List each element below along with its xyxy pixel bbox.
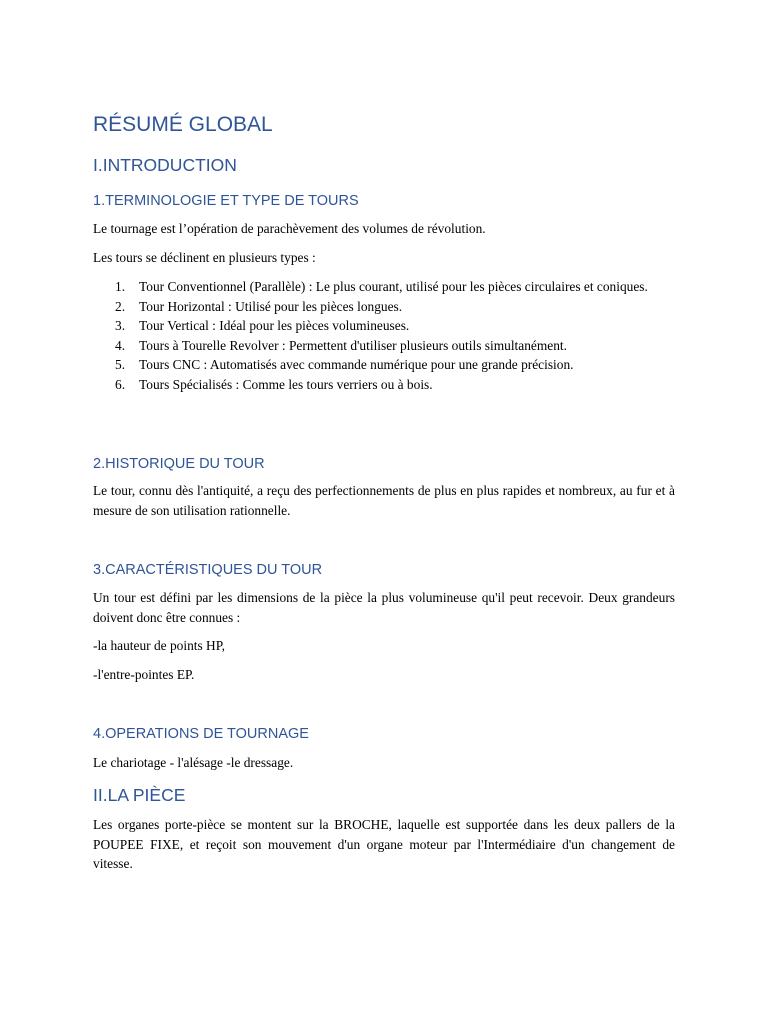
list-types-de-tours [93, 277, 675, 394]
list-item-number: 6. [115, 376, 126, 392]
heading-historique: 2.HISTORIQUE DU TOUR [93, 456, 265, 472]
paragraph-historique: Le tour, connu dès l'antiquité, a reçu des perfectionnements de plus en plus rapides et nombreux, au fur et à mesure de son utilisation rationnelle. [93, 483, 675, 518]
paragraph-caracteristiques: Un tour est défini par les dimensions de la pièce la plus volumineuse qu'il peut recevoir. Deux grandeurs doivent donc être connues : [93, 590, 675, 625]
list-item-number: 5. [115, 357, 126, 372]
list-item-text: Tour Conventionnel (Parallèle) : Le plus courant, utilisé pour les pièces circulaires et coniques. [139, 279, 648, 294]
list-item [93, 316, 675, 336]
list-item-number: 2. [115, 298, 126, 314]
paragraph-hauteur-points: -la hauteur de points HP, [93, 638, 226, 653]
list-item [93, 355, 675, 375]
heading-operations: 4.OPERATIONS DE TOURNAGE [93, 726, 309, 742]
list-item-text: Tour Horizontal : Utilisé pour les pièces longues. [139, 298, 403, 314]
paragraph-entre-pointes: -l'entre-pointes EP. [93, 667, 195, 682]
list-item-number: 3. [115, 318, 126, 333]
paragraph-tournage-definition: Le tournage est l’opération de parachèvement des volumes de révolution. [93, 221, 486, 236]
list-item [93, 277, 675, 297]
list-item-text: Tour Vertical : Idéal pour les pièces volumineuses. [139, 318, 410, 333]
list-item [93, 375, 675, 395]
heading-caracteristiques: 3.CARACTÉRISTIQUES DU TOUR [93, 562, 323, 578]
heading-introduction: I.INTRODUCTION [93, 155, 237, 175]
list-item-text: Tours Spécialisés : Comme les tours verriers ou à bois. [139, 376, 433, 392]
list-item [93, 336, 675, 356]
list-item-text: Tours CNC : Automatisés avec commande numérique pour une grande précision. [139, 357, 574, 372]
paragraph-types-intro: Les tours se déclinent en plusieurs types : [93, 250, 316, 265]
heading-la-piece: II.LA PIÈCE [93, 785, 186, 805]
paragraph-la-piece: Les organes porte-pièce se montent sur la BROCHE, laquelle est supportée dans les deux pallers de la POUPEE FIXE, et reçoit son mouvement d'un organe moteur par l'Intermédiaire d'un changement de vitesse. [93, 817, 675, 871]
list-item-number: 4. [115, 337, 126, 353]
document-title: RÉSUMÉ GLOBAL [93, 113, 273, 136]
paragraph-operations: Le chariotage - l'alésage -le dressage. [93, 755, 294, 770]
list-item-number: 1. [115, 279, 126, 294]
heading-terminologie: 1.TERMINOLOGIE ET TYPE DE TOURS [93, 193, 359, 209]
list-item [93, 297, 675, 317]
list-item-text: Tours à Tourelle Revolver : Permettent d'utiliser plusieurs outils simultanément. [139, 337, 567, 353]
